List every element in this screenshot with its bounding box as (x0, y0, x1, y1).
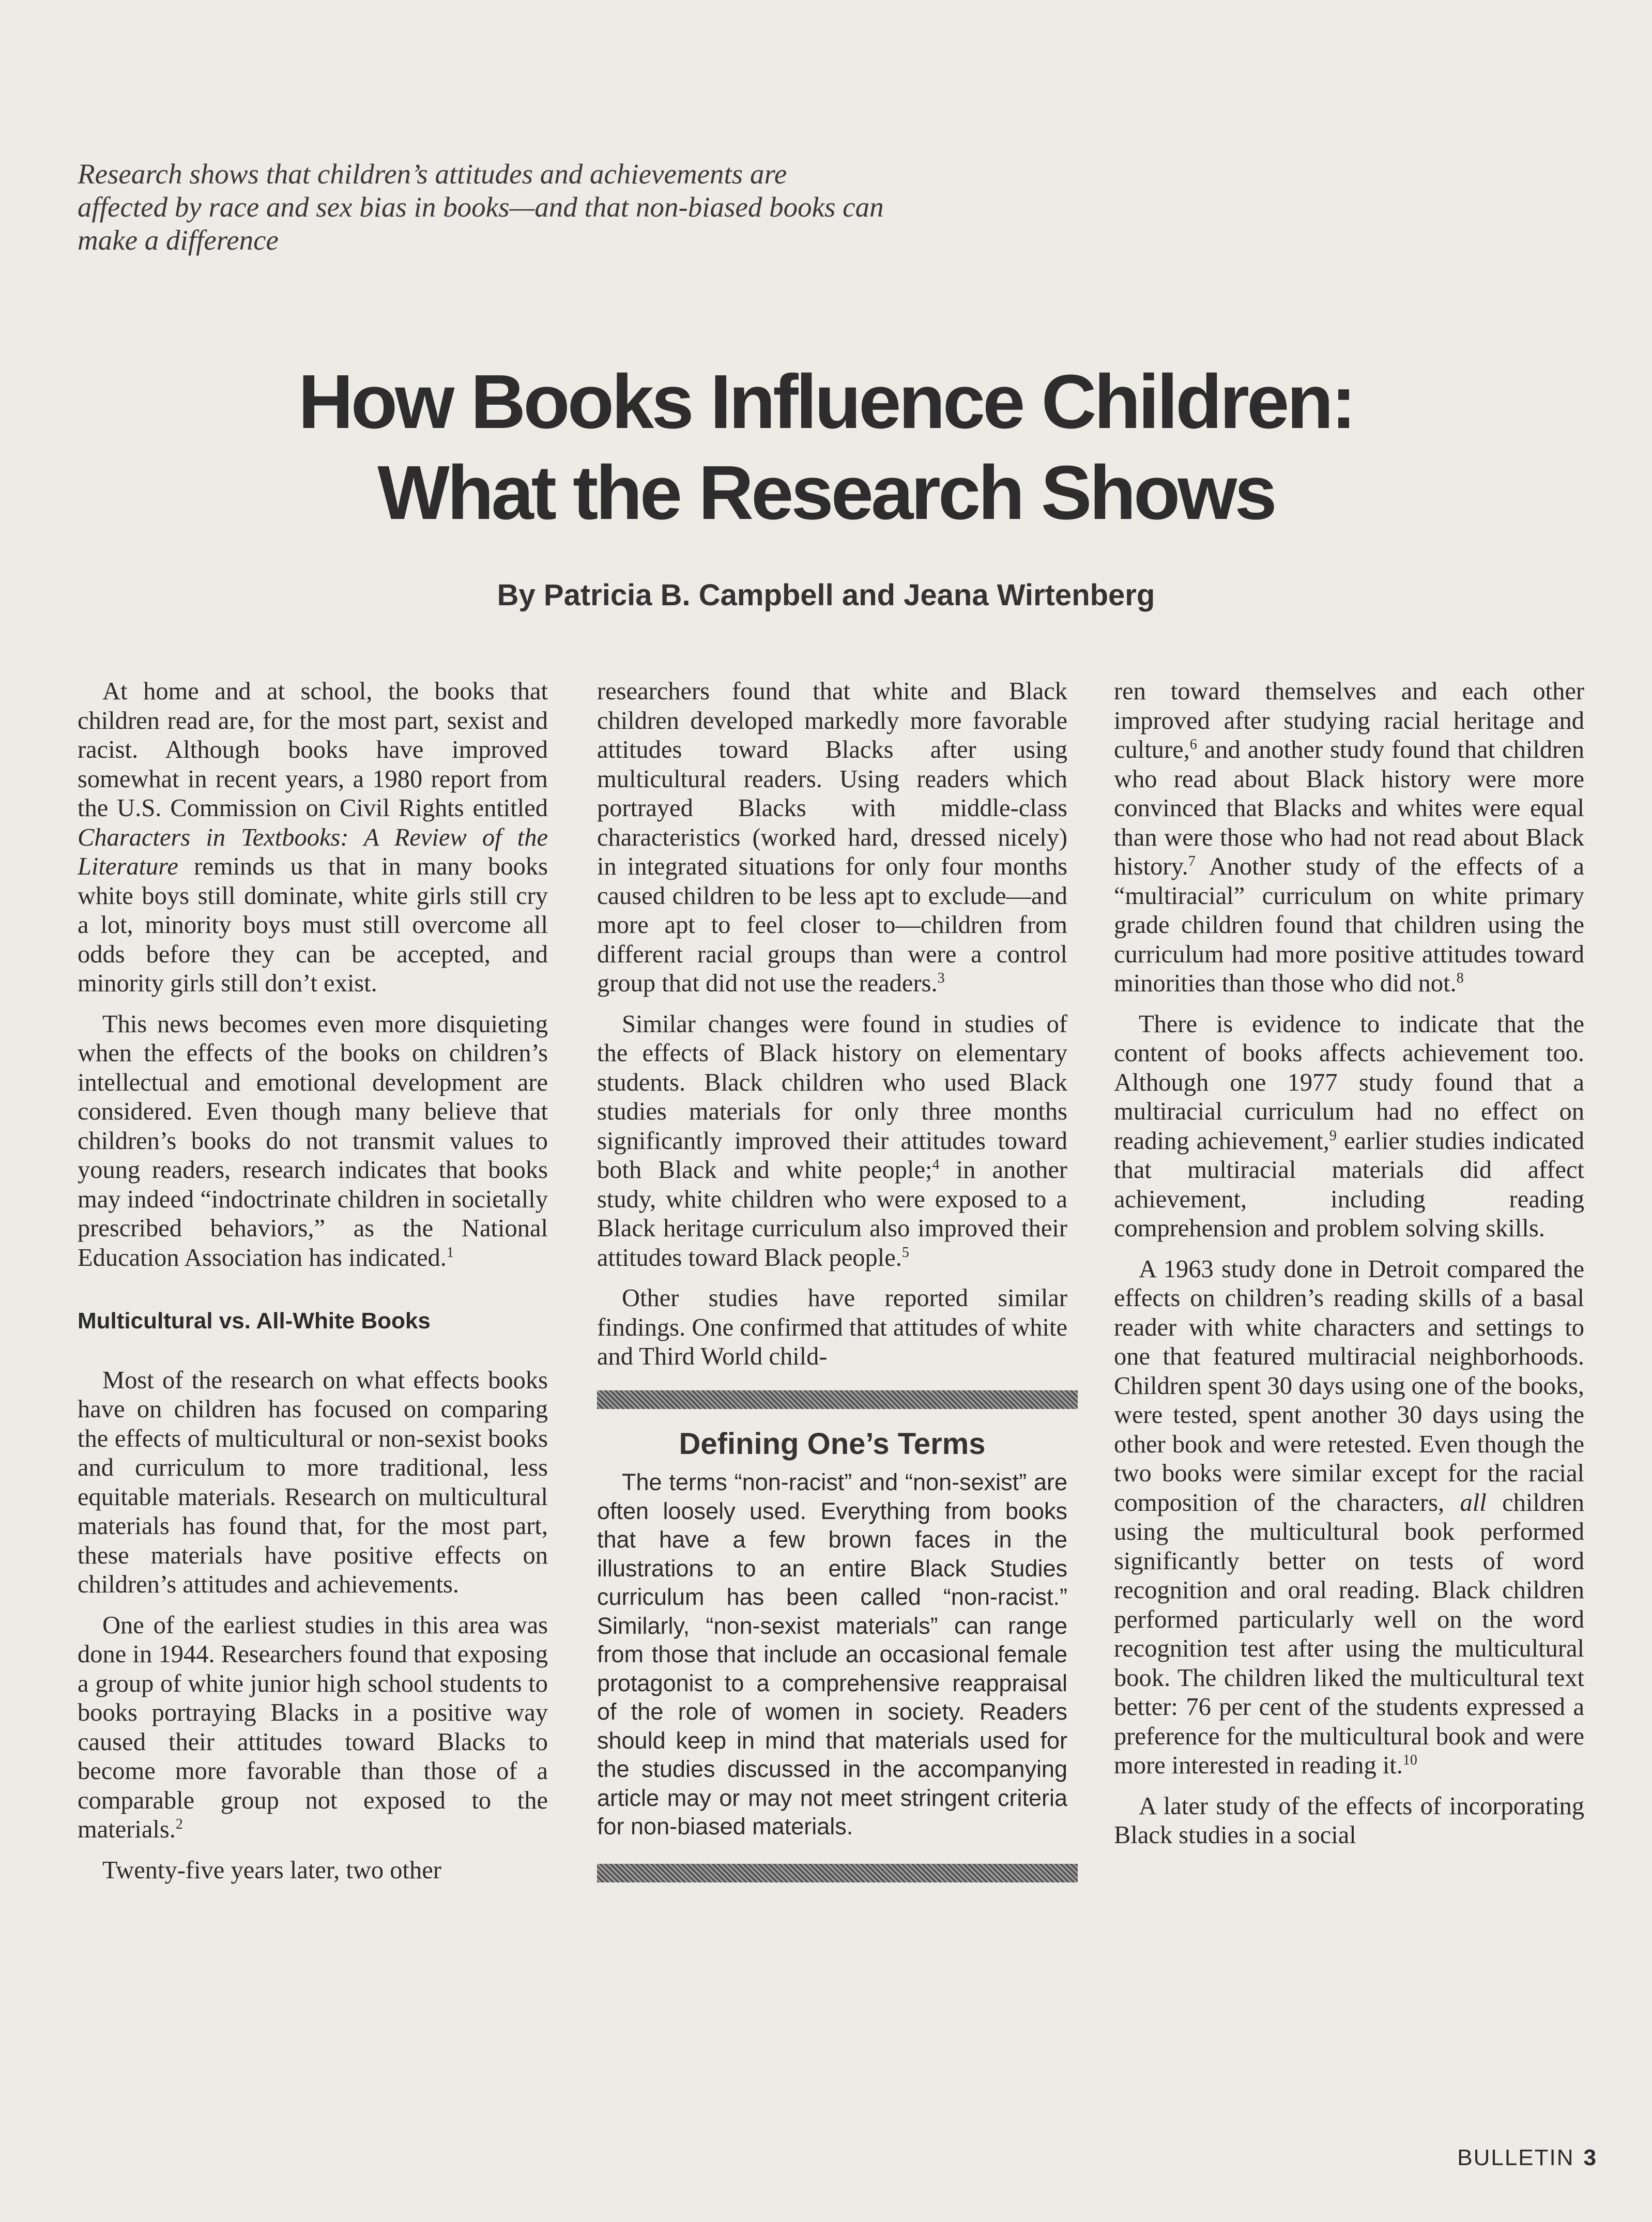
paragraph: Most of the research on what effects books have on children has focused on comparing the effects of multicultural or non-sexist books and curriculum to more traditional, less equitable materials. Research on multicultural materials has found that, for the most part, these materials have positive effects on children’s attitudes and achievements. (78, 1366, 548, 1598)
footnote-ref: 7 (1188, 853, 1196, 869)
paragraph: At home and at school, the books that children read are, for the most part, sexist and racist. Although books have improved somewhat in recent years, a 1980 report from the U.S. Commission on Civil Rights entitled Characters in Textbooks: A Review of the Literature reminds us that in many books white boys still dominate, white girls still cry a lot, minority boys must still overcome all odds before they can be accepted, and minority girls still don’t exist. (78, 678, 548, 997)
column-1 (78, 677, 548, 1896)
footnote-ref: 10 (1402, 1752, 1417, 1768)
sidebar-body: The terms “non-racist” and “non-sexist” are often loosely used. Everything from books that have a few brown faces in the illustrations to an entire Black Studies curriculum has been called “non-racist.” Similarly, “non-sexist materials” can range from those that include an occasional female protagonist to a comprehensive reappraisal of the role of women in society. Readers should keep in mind that materials used for the studies discussed in the accompanying article may or may not meet stringent criteria for non-biased materials. (597, 1469, 1067, 1840)
title-line-1: How Books Influence Children: (298, 359, 1354, 445)
paragraph: This news becomes even more disquieting when the effects of the books on children’s intellectual and emotional development are considered. Even though many believe that children’s books do not transmit values to young readers, research indicates that books may indeed “indoctrinate children in societally prescribed behaviors,” as the National Education Association has indicated.$^1$ (78, 1010, 548, 1271)
paragraph: ren toward themselves and each other improved after studying racial heritage and culture,$^6$ and another study found that children who read about Black history were more convinced that Blacks and whites were equal than were those who had not read about Black history.$^7$ Another study of the effects of a “multiracial” curriculum on white primary grade children found that children using the curriculum had more positive attitudes toward minorities than those who did not.$^8$ (1114, 678, 1584, 997)
paragraph: Other studies have reported similar findings. One confirmed that attitudes of white and Third World child- (597, 1284, 1067, 1370)
paragraph: Twenty-five years later, two other (102, 1856, 441, 1884)
article-deck (78, 158, 1111, 257)
article-title (0, 357, 1652, 539)
deck-line-1: Research shows that children’s attitudes and achievements are (78, 158, 787, 190)
footnote-ref: 9 (1329, 1127, 1337, 1144)
paragraph: One of the earliest studies in this area was done in 1944. Researchers found that exposing a group of white junior high school students to books portraying Blacks in a positive way caused their attitudes toward Blacks to become more favorable than those of a comparable group not exposed to the materials.$^2$ (78, 1611, 548, 1843)
sidebar-box (597, 1390, 1067, 1882)
sidebar-top-rule (597, 1390, 1078, 1409)
sidebar-title: Defining One’s Terms (679, 1427, 986, 1461)
column-2 (597, 677, 1067, 1882)
deck-line-2: affected by race and sex bias in books—and that non-biased books can (78, 191, 884, 223)
footnote-ref: 3 (937, 970, 945, 986)
byline: By Patricia B. Campbell and Jeana Wirtenberg (497, 578, 1155, 612)
title-line-2: What the Research Shows (377, 450, 1275, 535)
deck-line-3: make a difference (78, 224, 279, 256)
column-3 (1114, 677, 1584, 1862)
sidebar-bottom-rule (597, 1864, 1078, 1882)
page-number: 3 (1583, 2145, 1597, 2170)
section-heading: Multicultural vs. All-White Books (78, 1308, 431, 1334)
footnote-ref: 6 (1189, 736, 1197, 753)
footnote-ref: 8 (1456, 970, 1464, 986)
footnote-ref: 2 (175, 1816, 183, 1832)
paragraph: A later study of the effects of incorporating Black studies in a social (1114, 1792, 1584, 1849)
paragraph: There is evidence to indicate that the content of books affects achievement too. Although one 1977 study found that a multiracial curriculum had no effect on reading achievement,$^9$ earlier studies indicated that multiracial materials did affect achievement, including reading comprehension and problem solving skills. (1114, 1010, 1584, 1242)
paragraph: A 1963 study done in Detroit compared the effects on children’s reading skills of a basal reader with white characters and settings to one that featured multiracial neighborhoods. Children spent 30 days using one of the books, were tested, spent another 30 days using the other book and were retested. Even though the two books were similar except for the racial composition of the characters, all children using the multicultural book performed significantly better on tests of word recognition and oral reading. Black children performed particularly well on the word recognition test after using the multicultural book. The children liked the multicultural text better: 76 per cent of the students expressed a preference for the multicultural book and were more interested in reading it.$^{10}$ (1114, 1255, 1584, 1779)
publication-name: BULLETIN (1457, 2145, 1574, 2170)
footnote-ref: 4 (932, 1156, 940, 1173)
footnote-ref: 5 (901, 1244, 909, 1261)
footnote-ref: 1 (446, 1244, 454, 1261)
paragraph: researchers found that white and Black children developed markedly more favorable attitudes toward Blacks after using multicultural readers. Using readers which portrayed Blacks with middle-class characteristics (worked hard, dressed nicely) in integrated situations for only four months caused children to be less apt to exclude—and more apt to feel closer to—children from different racial groups than were a control group that did not use the readers.$^3$ (597, 678, 1067, 997)
page-footer (1457, 2145, 1597, 2171)
paragraph: Similar changes were found in studies of the effects of Black history on elementary students. Black children who used Black studies materials for only three months significantly improved their attitudes toward both Black and white people;$^4$ in another study, white children who were exposed to a Black heritage curriculum also improved their attitudes toward Black people.$^5$ (597, 1010, 1068, 1271)
